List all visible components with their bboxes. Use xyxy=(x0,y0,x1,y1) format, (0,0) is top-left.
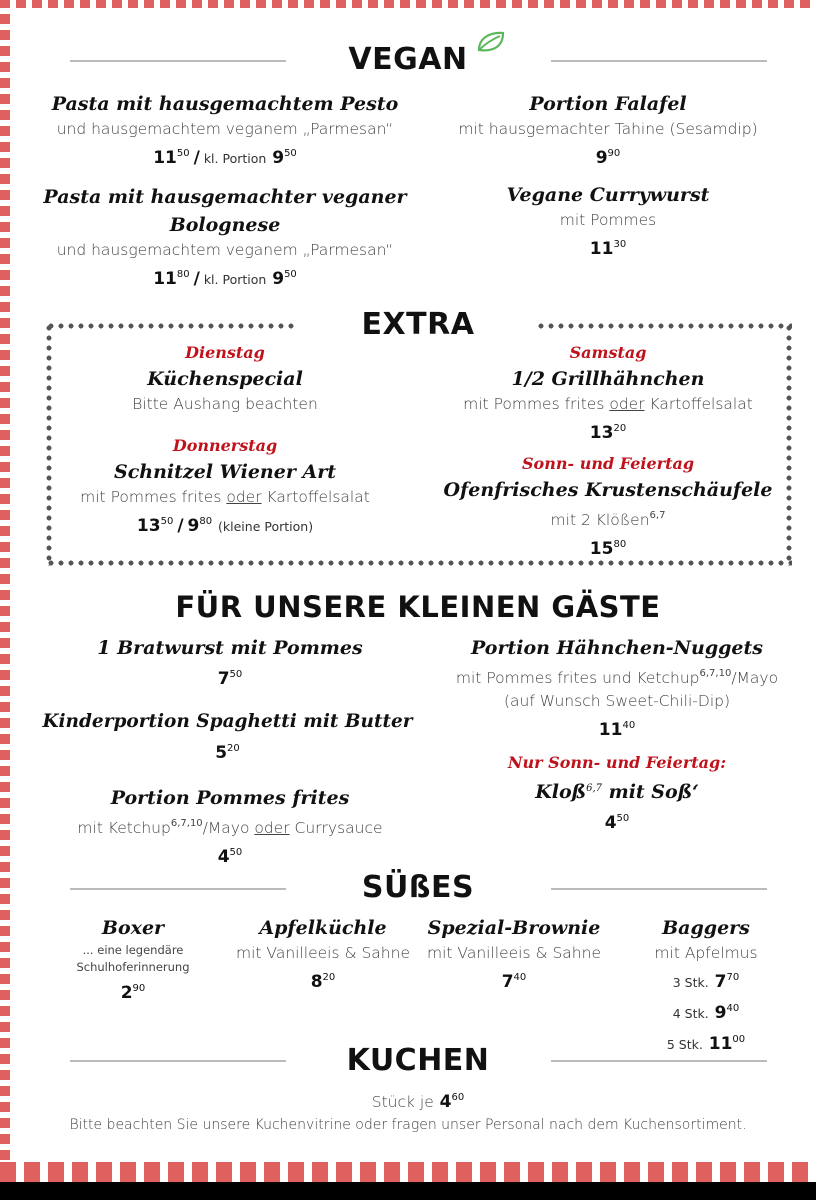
item-price: $8^{20}$ xyxy=(310,972,336,992)
item-description: mit 2 Klößen$^{6,7}$ xyxy=(550,510,666,529)
item-price: $11^{30}$ xyxy=(589,239,627,259)
item-title: Ofenfrisches Krustenschäufele xyxy=(443,479,773,501)
item-price: $13^{20}$ xyxy=(589,423,627,443)
menu-item-baggers xyxy=(636,914,776,1058)
menu-item-boxer xyxy=(58,914,208,1006)
item-description: mit Pommes frites und Ketchup$^{6,7,10}$/Mayo xyxy=(455,668,779,687)
weekday-label: Sonn- und Feiertag xyxy=(521,454,695,473)
menu-item-spaghetti xyxy=(25,708,430,766)
divider-line xyxy=(70,60,286,62)
weekday-label: Samstag xyxy=(569,343,647,362)
special-thursday xyxy=(50,434,400,540)
bottom-bar xyxy=(0,1182,816,1200)
item-description: und hausgemachtem veganem „Parmesan“ xyxy=(56,241,394,259)
item-description: mit Vanilleeis & Sahne xyxy=(427,944,601,962)
item-title: Baggers xyxy=(662,917,750,939)
item-title-line-2: Bolognese xyxy=(169,214,281,236)
item-description: mit Vanilleeis & Sahne xyxy=(236,944,410,962)
menu-item-nuggets xyxy=(430,634,804,743)
menu-item-pommes xyxy=(40,784,420,870)
menu-item-currywurst xyxy=(430,181,786,262)
item-title: Kloß$^{6,7}$ mit Soß‘ xyxy=(535,781,699,803)
item-description: mit Pommes frites oder Kartoffelsalat xyxy=(80,488,370,506)
item-title: Küchenspecial xyxy=(147,368,303,390)
divider-line xyxy=(551,1060,767,1062)
weekday-label: Donnerstag xyxy=(172,436,278,455)
menu-item-kloss xyxy=(430,751,804,836)
item-price: $11^{40}$ xyxy=(598,720,636,740)
menu-item-pasta-bolognese xyxy=(30,183,420,293)
item-title: 1/2 Grillhähnchen xyxy=(511,368,705,390)
item-description: mit Apfelmus xyxy=(654,944,758,962)
special-saturday xyxy=(430,341,786,446)
item-price: $7^{50}$ xyxy=(217,669,243,689)
section-title-extra: EXTRA xyxy=(361,307,475,342)
price-option: 4 Stk. $9^{40}$ xyxy=(672,1003,740,1023)
item-price: $13^{50} / 9^{80}$ (kleine Portion) xyxy=(136,516,314,536)
section-title-cake: KUCHEN xyxy=(346,1043,490,1078)
item-title: Portion Hähnchen-Nuggets xyxy=(471,637,763,659)
item-title: Spezial-Brownie xyxy=(427,917,601,939)
item-description: mit hausgemachter Tahine (Sesamdip) xyxy=(458,120,758,138)
item-description: mit Pommes frites oder Kartoffelsalat xyxy=(463,395,753,413)
item-title: Kinderportion Spaghetti mit Butter xyxy=(42,711,413,732)
item-price: $7^{40}$ xyxy=(501,972,527,992)
checkered-border-top xyxy=(0,0,816,8)
item-price: $2^{90}$ xyxy=(120,983,146,1003)
item-description: mit Ketchup$^{6,7,10}$/Mayo oder Currysauce xyxy=(77,818,383,837)
price-option: 5 Stk. $11^{00}$ xyxy=(666,1034,746,1054)
item-price: $15^{80}$ xyxy=(589,539,627,559)
price-option: 3 Stk. $7^{70}$ xyxy=(672,972,740,992)
item-price: $5^{20}$ xyxy=(215,743,240,763)
section-title-sweets: SÜßES xyxy=(361,870,475,905)
item-title: Pasta mit hausgemachter veganer xyxy=(43,186,407,208)
menu-item-pasta-pesto xyxy=(30,90,420,172)
item-title: Portion Pommes frites xyxy=(110,787,350,809)
weekday-label: Nur Sonn- und Feiertag: xyxy=(507,753,727,772)
item-title: Apfelküchle xyxy=(259,917,387,939)
item-title: 1 Bratwurst mit Pommes xyxy=(97,637,363,659)
item-price: $4^{50}$ xyxy=(217,847,243,867)
item-description: Bitte Aushang beachten xyxy=(132,395,318,413)
section-title-kids: FÜR UNSERE KLEINEN GÄSTE xyxy=(175,590,661,624)
weekday-label: Dienstag xyxy=(185,343,265,362)
dotted-border xyxy=(536,323,792,329)
leaf-icon xyxy=(476,30,506,54)
item-description: mit Pommes xyxy=(559,211,657,229)
item-title: Pasta mit hausgemachtem Pesto xyxy=(51,93,399,115)
cake-note: Bitte beachten Sie unsere Kuchenvitrine oder fragen unser Personal nach dem Kuchensortiment. xyxy=(69,1117,747,1133)
menu-item-falafel xyxy=(430,90,786,171)
menu-item-brownie xyxy=(414,914,614,995)
item-price: $11^{50}$ / kl. Portion $9^{50}$ xyxy=(153,148,297,168)
menu-item-bratwurst xyxy=(40,634,420,692)
cake-price: Stück je $4^{60}$ xyxy=(371,1092,465,1112)
item-title: Boxer xyxy=(101,917,165,939)
special-tuesday xyxy=(60,341,390,416)
item-title: Vegane Currywurst xyxy=(506,184,710,206)
menu-item-apfelkuechle xyxy=(225,914,421,995)
checkered-border-left xyxy=(0,14,10,1162)
checkered-border-bottom xyxy=(0,1162,816,1182)
dotted-border xyxy=(786,323,792,566)
section-title-vegan: VEGAN xyxy=(348,42,468,77)
item-description-line-2: (auf Wunsch Sweet-Chili-Dip) xyxy=(503,692,731,710)
divider-line xyxy=(70,888,286,890)
divider-line xyxy=(551,60,767,62)
special-sunday xyxy=(430,452,786,562)
item-description: ... eine legendäre xyxy=(82,943,184,957)
item-price: $4^{50}$ xyxy=(604,813,630,833)
item-price: $11^{80}$ / kl. Portion $9^{50}$ xyxy=(153,269,297,289)
item-title: Schnitzel Wiener Art xyxy=(114,461,336,483)
divider-line xyxy=(70,1060,286,1062)
item-description-line-2: Schulhoferinnerung xyxy=(76,960,190,974)
item-title: Portion Falafel xyxy=(529,93,687,115)
divider-line xyxy=(551,888,767,890)
dotted-border xyxy=(46,323,296,329)
item-price: $9^{90}$ xyxy=(595,148,621,168)
item-description: und hausgemachtem veganem „Parmesan“ xyxy=(56,120,394,138)
